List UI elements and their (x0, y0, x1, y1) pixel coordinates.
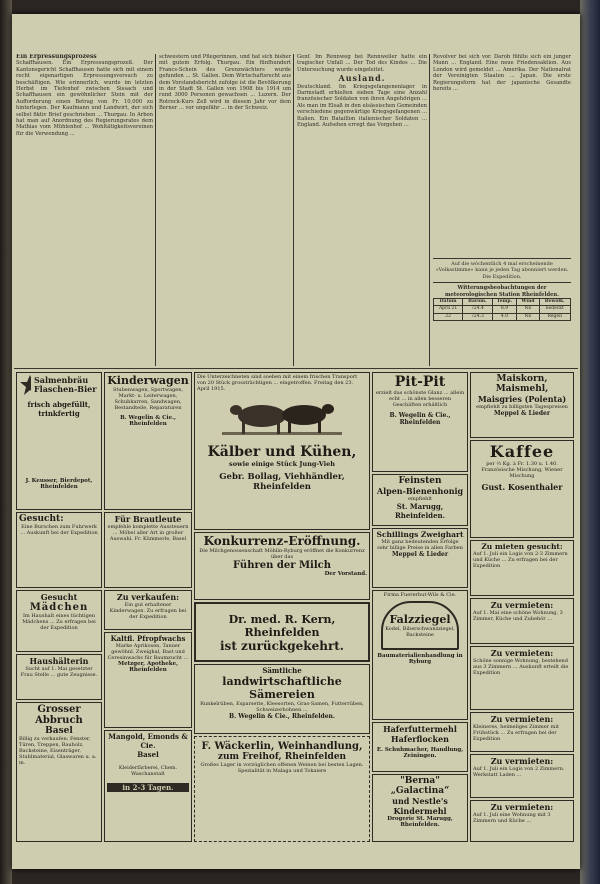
ad-subtitle: sowie einige Stück Jung-Vieh (229, 460, 335, 468)
ad-title: Haushälterin (29, 656, 89, 666)
column-1-text: Schaffhausen. Ein Erpressungsprozeß. Der Kantonsgericht Schaffhausen hatte sich mit einem recht eigenartigen Erpressungsversuch zu beschäftigen. Wie erinnerlich, wurde im letzten Herbst im Tiefenhof zwischen Sissach und Schaffhausen ein gewöhnlicher Stein mit der Aufforderung einen Betrag von Fr. 10,000 zu hinterlegen. Der Kaufmann und Landwirt, der sich selbst fiktiv Brief geschrieben ... Thurgau. In Arbon hat man auf Anordnung des Regierungsrates dem Mathias vom Mühlenhof ... Wohltätigkeitsvereinen für die Verwendung ... (16, 60, 153, 137)
ad-text: Mit ganz bedeutenden Erfolge sehr billige Preise in allen Farben (377, 539, 463, 551)
ad-text: Eine Burschen zum Fuhrwerk ... Auskunft bei der Expedition (20, 524, 98, 536)
ad-text: Billig zu verkaufen: Fenster, Türen, Treppen, Bauholz, Backsteine, Eisenträger, Stuhlmaterial, Glaswaren u. a. m. (19, 736, 97, 766)
ad-text: per ½ Kg. à Fr. 1.30 u. 1.40. Französische Mischung, Wiener Mischung (481, 461, 563, 479)
table-cell: 724.3 (463, 313, 492, 320)
ad-zu-vermieten-1 (470, 598, 574, 644)
ad-text: empfiehlt (407, 496, 433, 502)
section-divider (14, 368, 578, 369)
table-cell: 4.0 (492, 313, 517, 320)
column-2-text: schwestern und Pflegerinnen, und hat sich bisher mit gutem Erfolg. Thurgau. Ein fünfhundert Francs-Schein des Grenzwächters wurde gefunden ... St. Gallen. Dem Wirtschaftsrecht aus dem Vorstandsbericht zufolge ist die Bevölkerung in der Stadt St. Gallen von 1908 bis 1914 um rund 3000 Personen gewachsen ... Luzern. Der Rotrock-Kurs Zell wird in diesem Jahr vor dem Berner ... vor ungefähr ... in der Schweiz. (159, 54, 291, 112)
ad-text: Firma Fuererbut-Wils & Cie. (383, 592, 457, 598)
ad-footer: J. Keusser, Bierdepot, Rheinfelden (25, 478, 93, 490)
ad-konkurrenz (194, 532, 370, 600)
book-edge (580, 0, 600, 884)
ad-text: Sucht auf 1. Mai gesetzter Frau Stelle ... gute Zeugnisse. (20, 666, 98, 678)
ad-title: Schillings Zweighart (376, 530, 464, 539)
ad-gesucht-maedchen (16, 590, 102, 652)
weather-title: Witterungsbeobachtungen der meteorologischen Station Rheinfelden. (445, 285, 559, 298)
ad-title: "Berna" „Galactina“ (390, 776, 450, 796)
ad-text: Stubenwagen, Sportwagen, Markt- u. Leiterwagen, Schubkarren, Sandwagen, Bestandteile, Reparaturen (112, 387, 184, 411)
column-divider (429, 54, 430, 366)
ad-kinderwagen (104, 372, 192, 510)
ad-subtitle: Sämtliche (262, 666, 302, 675)
ad-text: Großes Lager in vorzüglichen offenen Weinen bei besten Lagen. Spezialität in Malaga und Tokaiere (200, 762, 364, 774)
ad-title: Maiskorn, Maismehl, (495, 374, 549, 394)
ad-text: empfiehlt zu billigsten Tagespreisen (476, 404, 568, 410)
table-cell: Regen (539, 313, 570, 320)
ad-brautleute (104, 512, 192, 588)
weather-header: Barom. (463, 299, 492, 306)
ad-title: Zu vermieten: (490, 756, 554, 766)
ad-title: Zu vermieten: (490, 714, 554, 724)
ad-title: Kaltfl. Pfropfwachs (110, 634, 186, 643)
weather-header: Datum (434, 299, 463, 306)
ad-falzziegel (372, 590, 468, 720)
ad-footer: Gust. Kosenthaler (481, 482, 563, 492)
ad-title: Haferfuttermehl Haferflocken (383, 724, 457, 744)
ad-zu-vermieten-4 (470, 754, 574, 798)
column-3 (297, 54, 427, 366)
ad-text: Die Unterzeichneten sind soeben mit einem frischen Transport von 20 Stück grossträchtigen ... eingetroffen. Freitag den 23. April 1915. (197, 374, 358, 392)
ad-berna (372, 774, 468, 842)
column-4 (433, 54, 571, 366)
ad-title: landwirtschaftliche Sämereien (222, 675, 342, 701)
ad-kaffee (470, 440, 574, 538)
ad-haferflocken (372, 722, 468, 772)
column-1 (16, 54, 153, 366)
weather-header: Wind (517, 299, 539, 306)
ad-footer: B. Wegelin & Cie., Rheinfelden (120, 415, 176, 427)
ad-title: Feinsten (398, 476, 442, 486)
subscribe-note: Auf die wöchentlich 4 mal erscheinende »Volksstimme« kann je jeden Tag abonniert werden. Die Expedition. (435, 261, 569, 280)
ad-footer: Metzger, Apotheke, Rheinfelden (118, 661, 178, 673)
ad-footer: B. Wegelin & Cie., Rheinfelden. (229, 713, 335, 720)
table-cell: 22 (434, 313, 463, 320)
newspaper-page (12, 14, 580, 869)
ad-subtitle: Basel (137, 750, 159, 759)
ad-subtitle: und Nestle's Kindermehl (392, 796, 448, 816)
ad-title: Grosser Abbruch (35, 704, 83, 726)
ad-footer: Meppel & Lieder (391, 551, 449, 558)
ad-kaelber (194, 372, 370, 530)
ad-footer: St. Marugg, Rheinfelden. (394, 502, 446, 520)
ad-zu-verkaufen (104, 590, 192, 630)
ad-title: Kälber und Kühen, (207, 444, 357, 460)
ad-text: Runkelrüben, Esparsette, Kleesorten, Gras-Samen, Futterrüben, Schweizerbohnen ... (200, 701, 364, 713)
ad-title: Falzziegel (389, 613, 451, 626)
ad-title: Konkurrenz-Eröffnung. (203, 534, 361, 548)
ad-text: empfehle komplette Aussteuern ... Möbel aller Art in großer Auswahl. Fr. Kümmerle, Basel (107, 524, 189, 542)
ad-title: Zu vermieten: (490, 648, 554, 658)
table-cell: 8.9 (492, 306, 517, 313)
ad-subtitle: Maisgries (Polenta) (477, 394, 567, 404)
ad-title: F. Wäckerlin, Weinhandlung, (201, 741, 363, 752)
ad-subtitle: zum Freihof, Rheinfelden (217, 752, 347, 762)
column-3-text: Deutschland. Im Kriegsgefangenenlager in Darmstadt erhielten sieben Tage eine Anzahl französischer Soldaten von ihren Angehörigen ... Als man im Elsaß in den elsässischen Gemeinden verschiedene gegenwärtige Kriegsgefangenen ... Italien. Ein Bataillon italienischer Soldaten ... England. Aufsehen erregt das Vorgehen ... (297, 83, 427, 129)
ad-footer: in 2-3 Tagen. (107, 783, 189, 792)
ad-subtitle: Alpen-Bienenhonig (376, 486, 464, 496)
ad-text: Kleiderfärberei, Chem. Waschanstalt (118, 765, 178, 777)
ad-dr-kern (194, 602, 370, 662)
column-divider (293, 54, 294, 366)
ad-pitpit (372, 372, 468, 472)
table-row (434, 313, 571, 320)
ad-title: Zu mieten gesucht: (481, 542, 563, 551)
ad-text: Auf 1. Juli ein Logis von 2 Zimmern. Werkstatt Laden ... (473, 766, 565, 778)
ad-text: Ein gut erhaltener Kinderwagen. Zu erfragen bei der Expedition (109, 602, 187, 620)
ad-footer: Drogerie St. Marugg, Rheinfelden. (387, 816, 453, 828)
ad-title: Kaffee (489, 442, 555, 461)
book-gutter (0, 0, 12, 884)
table-cell: 724.4 (463, 306, 492, 313)
ad-title: Zu vermieten: (490, 802, 554, 812)
ad-subtitle: Basel (45, 726, 73, 736)
ad-schillings (372, 528, 468, 588)
ad-title: Pit-Pit (394, 374, 446, 390)
ad-footer: Gebr. Bollag, Viehhändler, Rheinfelden (219, 472, 345, 492)
ad-title: Gesucht (40, 592, 78, 602)
ad-zu-vermieten-2 (470, 646, 574, 710)
star-logo-icon (19, 374, 31, 396)
ad-title: Mangold, Emonds & Cie. (108, 732, 188, 750)
ad-footer: B. Wegelin & Cie., Rheinfelden (389, 412, 451, 426)
ad-text: Schöne sonnige Wohnung, bestehend aus 3 Zimmern ... Auskunft erteilt die Expedition (473, 658, 569, 676)
ad-saemereien (194, 664, 370, 734)
table-cell: NE (517, 313, 539, 320)
ad-text: Marke Aprikosen, Tanner gewöhnl. Zweighal, Bast und Ceresinwachs für Baumzucht ... (107, 643, 189, 661)
ad-gesucht-bursche (16, 512, 102, 588)
ad-text: erzielt das schönste Glanz ... allein echt ... in allen besseren Geschäften erhältlich (375, 390, 465, 408)
ad-footer: Meppel & Lieder (493, 410, 551, 417)
ad-waeckerlin (194, 736, 370, 842)
table-cell: April 21 (434, 306, 463, 313)
column-3-text-top: Genf. Im Rennweg bei Rennweiler hatte ein tragischer Unfall ... Der Tod des Kindes ... Die Untersuchung wurde eingeleitet. (297, 54, 427, 73)
ad-zu-vermieten-5 (470, 800, 574, 842)
ad-maiskorn (470, 372, 574, 438)
column-2 (159, 54, 291, 366)
ad-title: Kinderwagen (107, 374, 189, 387)
ausland-heading: Ausland. (338, 73, 386, 84)
table-row (434, 306, 571, 313)
column-divider (155, 54, 156, 366)
ad-text: Die Milchgenossenschaft Möhlin-Ryburg eröffnet die Konkurrenz über das (199, 548, 365, 560)
ad-mangold (104, 730, 192, 842)
ad-haushaelterin (16, 654, 102, 700)
weather-table (433, 298, 571, 321)
ad-subtitle: frisch abgefüllt, trinkfertig (27, 400, 91, 418)
ad-title: Gesucht: (19, 514, 64, 524)
ad-salmenbrau (16, 372, 102, 510)
ad-text: Auf 1. Mai eine schöne Wohnung, 3 Zimmer, Küche und Zubehör ... (473, 610, 563, 622)
ad-text: Auf 1. Juli ein Logis von 2-3 Zimmern und Küche ... Zu erfragen bei der Expedition (473, 551, 568, 569)
ad-subtitle: Führen der Milch (233, 560, 331, 571)
ad-title: Zu vermieten: (490, 600, 554, 610)
ad-subtitle: Mädchen (29, 602, 89, 613)
ad-title: Dr. med. R. Kern, Rheinfelden (228, 613, 336, 639)
article-heading-erpressung: Ein Erpressungsprozess (16, 54, 97, 60)
table-cell: NE (517, 306, 539, 313)
ad-text: Im Haushalt eines tüchtigen Mädchens ... Zu erfragen bei der Expedition (22, 613, 96, 631)
weather-header: Temp. (492, 299, 517, 306)
column-4-text: Revolver bei sich vor. Darob fühlte sich ein junger Mann ... England. Eine neue Friedensaktion. Aus London wird gemeldet ... Amerika. Der Nationalrat der Vereinigten Staaten ... Japan. Die erste Regierungsform hat der japanische Gesandte bereits ... (433, 54, 571, 93)
ad-title: Zu verkaufen: (116, 592, 180, 602)
ad-title: Salmenbräu Flaschen-Bier (33, 375, 97, 394)
ad-footer: Baumaterialienhandlung in Ryburg (377, 653, 463, 665)
ad-text: Kleineres, heimeliges Zimmer mit Frühstück ... Zu erfragen bei der Expedition (473, 724, 560, 742)
roof-frame (381, 601, 459, 650)
ad-zu-mieten-gesucht (470, 540, 574, 596)
ad-footer: E. Schuhmacher, Handlung, Zeiningen. (376, 747, 464, 759)
ad-alpenhonig (372, 474, 468, 526)
ad-zu-vermieten-3 (470, 712, 574, 752)
ad-subtitle: Kodel, Biberschwanzziegel, Backsteine (385, 626, 455, 638)
ad-subtitle: ist zurückgekehrt. (220, 639, 344, 653)
ad-pfropfwachs (104, 632, 192, 728)
ad-grosser-abbruch (16, 702, 102, 842)
ad-text: Auf 1. Juli eine Wohnung mit 3 Zimmern und Küche ... (473, 812, 551, 824)
ad-footer: Der Vorstand. (324, 571, 367, 577)
ad-title: Für Brautleute (114, 514, 182, 524)
table-cell: bedeckt (539, 306, 570, 313)
cattle-illustration (222, 394, 342, 440)
weather-header: Bewölk. (539, 299, 570, 306)
